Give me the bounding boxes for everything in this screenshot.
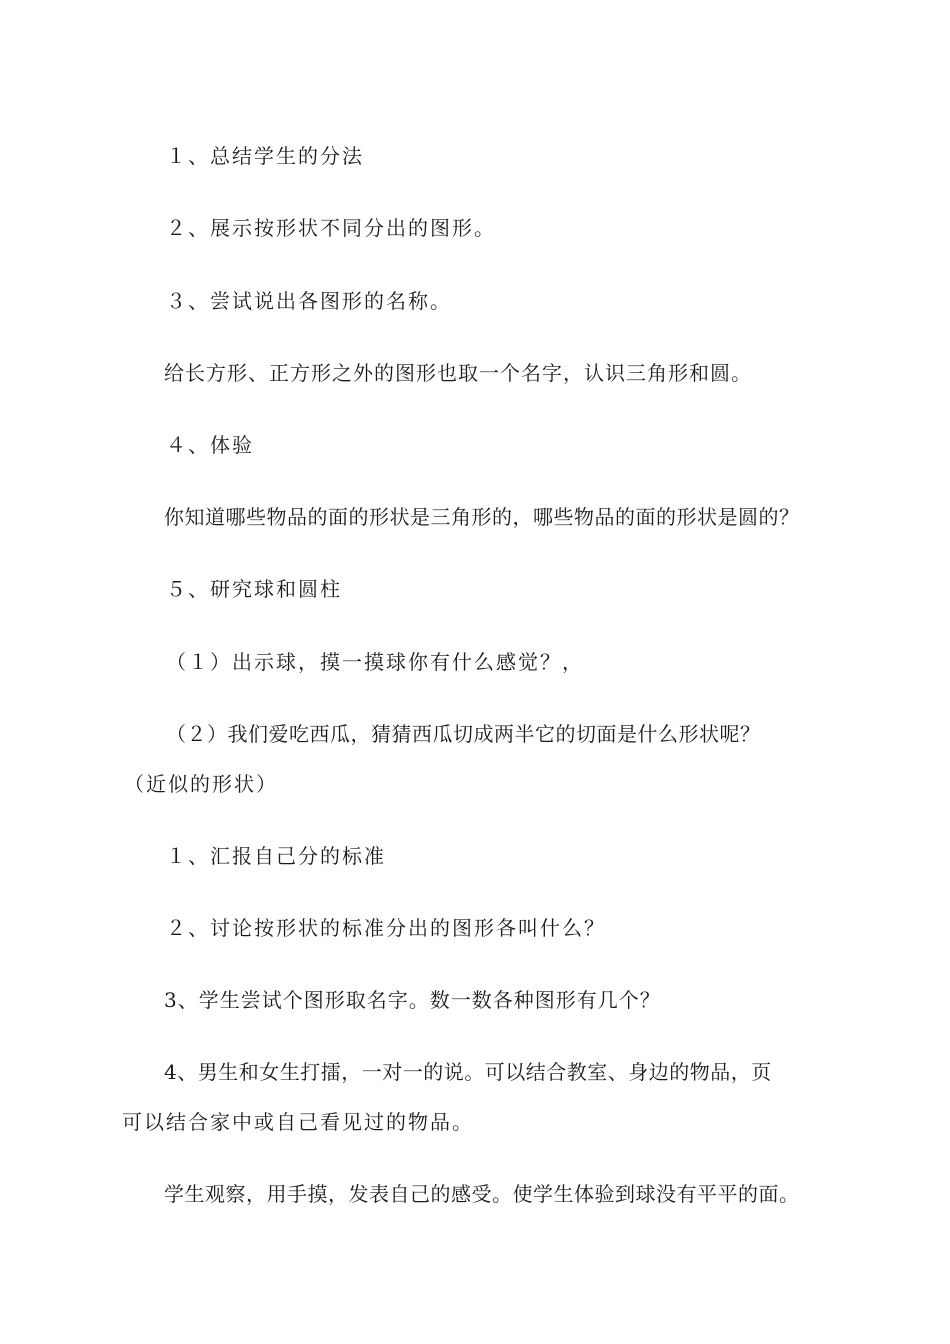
text-line: 给长方形、正方形之外的图形也取一个名字，认识三角形和圆。 bbox=[164, 361, 752, 385]
text-line: （２）我们爱吃西瓜，猜猜西瓜切成两半它的切面是什么形状呢？ bbox=[166, 722, 761, 746]
text-line: 3、学生尝试个图形取名字。数一数各种图形有几个？ bbox=[164, 988, 661, 1012]
text-line: ２、展示按形状不同分出的图形。 bbox=[166, 216, 496, 240]
text-line: 可以结合家中或自己看见过的物品。 bbox=[122, 1110, 474, 1134]
text-line: １、总结学生的分法 bbox=[166, 144, 364, 168]
text-line: ３、尝试说出各图形的名称。 bbox=[166, 289, 452, 313]
text-line: 你知道哪些物品的面的形状是三角形的，哪些物品的面的形状是圆的？ bbox=[164, 505, 800, 529]
text-line: ２、讨论按形状的标准分出的图形各叫什么？ bbox=[166, 916, 606, 940]
text-line: （１）出示球，摸一摸球你有什么感觉？， bbox=[166, 650, 584, 674]
text-line: （近似的形状） bbox=[124, 772, 278, 796]
text-line: １、汇报自己分的标准 bbox=[166, 844, 386, 868]
text-line: ４、体验 bbox=[166, 433, 254, 457]
text-line: 4、男生和女生打擂，一对一的说。可以结合教室、身边的物品，页 bbox=[164, 1060, 772, 1084]
text-line: ５、研究球和圆柱 bbox=[166, 577, 342, 601]
text-line: 学生观察，用手摸，发表自己的感受。使学生体验到球没有平平的面。 bbox=[164, 1182, 800, 1206]
